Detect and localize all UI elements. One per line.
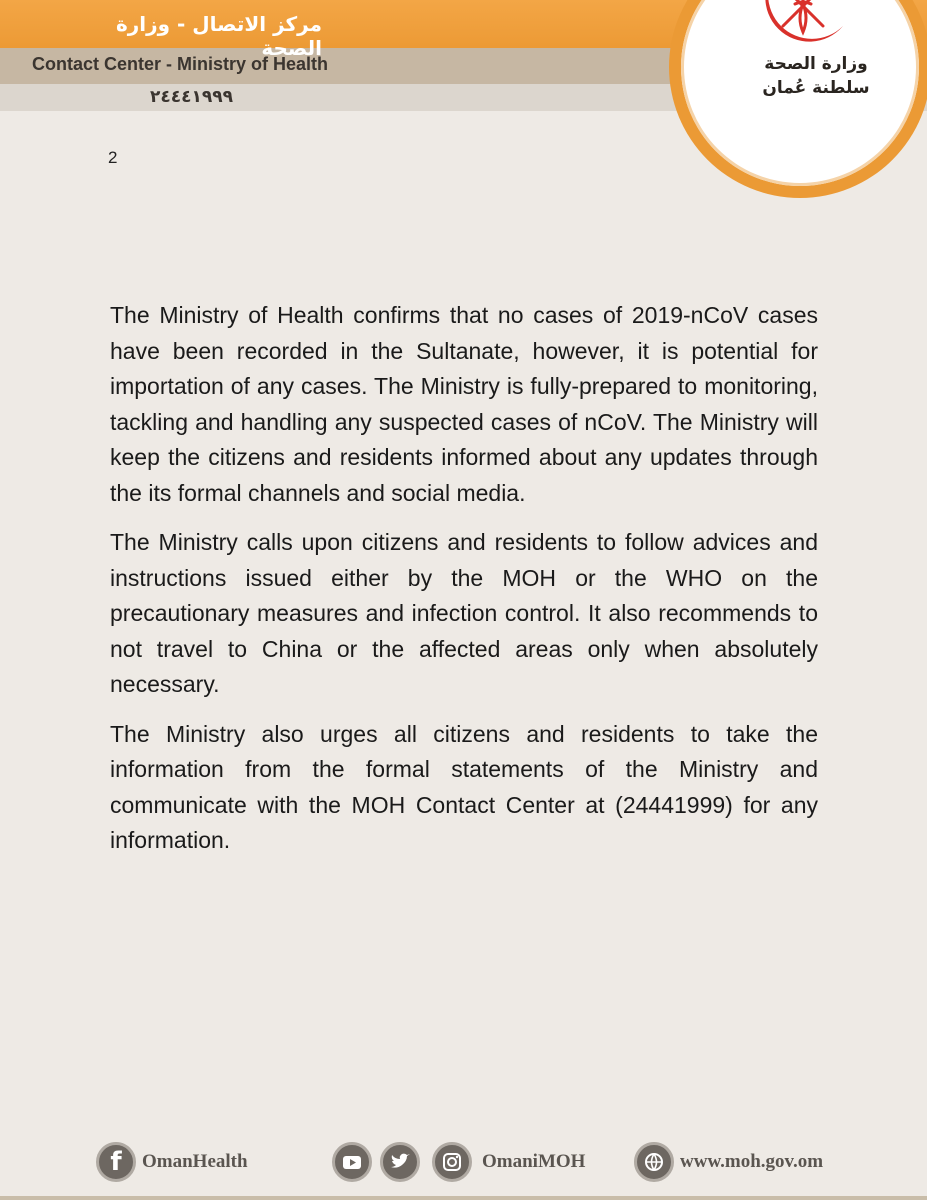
- website-link[interactable]: www.moh.gov.om: [680, 1151, 824, 1172]
- instagram-icon[interactable]: [432, 1142, 472, 1182]
- twitter-icon[interactable]: [380, 1142, 420, 1182]
- facebook-icon[interactable]: f: [96, 1142, 136, 1182]
- emblem-ministry-name: وزارة الصحة: [764, 54, 868, 74]
- paragraph: The Ministry of Health confirms that no cases of 2019-nCoV cases have been recorded in the Sultanate, however, it is potential for importation of any cases. The Ministry is fully-prepared to monitoring, tackling and handling any suspected cases of nCoV. The Ministry will keep the citizens and residents informed about any updates through the its formal channels and social media.: [110, 302, 818, 506]
- facebook-handle[interactable]: OmanHealth: [142, 1151, 248, 1172]
- paragraph: The Ministry also urges all citizens and residents to take the information from the formal statements of the Ministry and communicate with the MOH Contact Center at (24441999) for any information.: [110, 720, 818, 853]
- arabic-header-title: مركز الاتصال - وزارة الصحة: [115, 12, 322, 60]
- footer-social-bar: [0, 1138, 927, 1186]
- contact-center-title: Contact Center - Ministry of Health: [32, 54, 329, 74]
- crescent-khanjar-icon: [751, 0, 849, 56]
- statement-body: [110, 298, 818, 873]
- ministry-emblem: [667, 0, 927, 200]
- social-handle[interactable]: OmaniMOH: [482, 1151, 586, 1172]
- web-icon[interactable]: [634, 1142, 674, 1182]
- paragraph: The Ministry calls upon citizens and residents to follow advices and instructions issued either by the MOH or the WHO on the precautionary measures and infection control. It also recommends to not travel to China or the affected areas only when absolutely necessary.: [110, 529, 818, 697]
- youtube-icon[interactable]: [332, 1142, 372, 1182]
- hotline-number: ٢٤٤٤١٩٩٩: [150, 87, 234, 107]
- footer-divider: [0, 1196, 927, 1200]
- emblem-country-name: سلطنة عُمان: [762, 78, 870, 98]
- page-number: 2: [108, 148, 118, 167]
